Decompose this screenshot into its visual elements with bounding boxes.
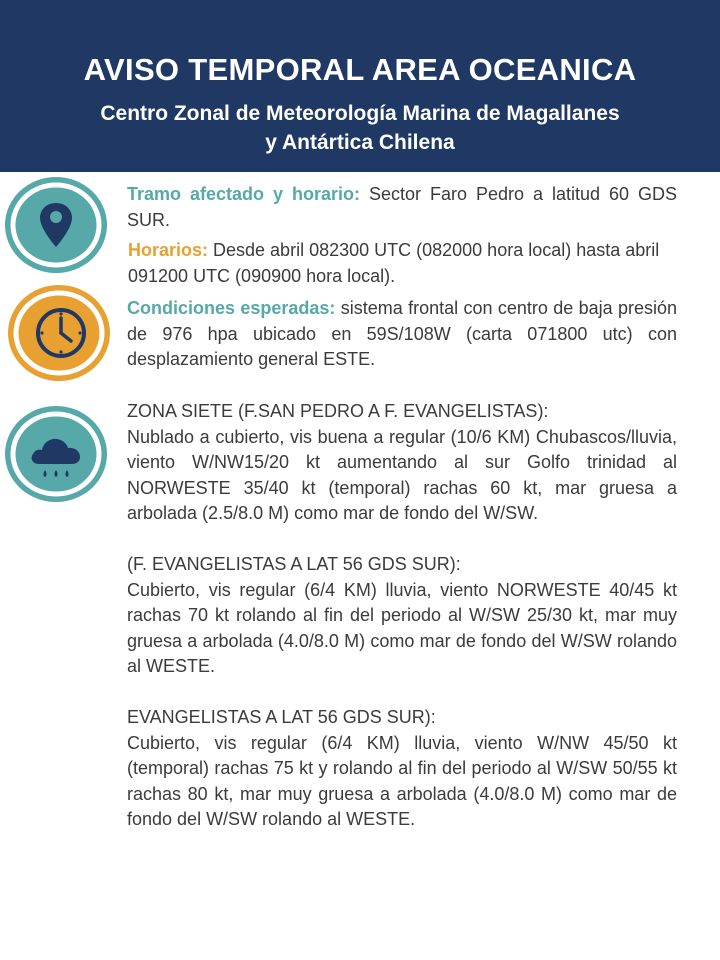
tramo-text: Sector Faro Pedro a latitud 60 GDS SUR. [127, 184, 677, 230]
subtitle-line-1: Centro Zonal de Meteorología Marina de Magallanes [100, 102, 620, 125]
subtitle-line-2: y Antártica Chilena [265, 131, 455, 154]
zone-body: Nublado a cubierto, vis buena a regular (10/6 KM) Chubascos/lluvia, viento W/NW15/20 kt aumentando al sur Golfo trinidad al NORWESTE 35/40 kt (temporal) rachas 60 kt, mar gruesa a arbolada (2.5/8.0 M) como mar de fondo del W/SW. [127, 426, 677, 523]
horarios-text: Desde abril 082300 UTC (082000 hora local) hasta abril 091200 UTC (090900 hora local). [128, 240, 660, 286]
zone-body: Cubierto, vis regular (6/4 KM) lluvia, viento NORWESTE 40/45 kt rachas 70 kt rolando al fin del periodo al W/SW 25/30 kt, mar muy gruesa a arbolada (4.0/8.0 M) como mar de fondo del W/SW rolando al WESTE. [127, 579, 677, 676]
zone-body: Cubierto, vis regular (6/4 KM) lluvia, viento W/NW 45/50 kt (temporal) rachas 75 kt y rolando al fin del periodo al W/SW 50/55 kt rachas 80 kt, mar muy gruesa a arbolada (4.0/8.0 M) como mar de fondo del W/SW rolando al WESTE. [127, 732, 677, 829]
header-banner [0, 0, 720, 172]
horarios-label: Horarios: [128, 240, 209, 260]
horarios-section [128, 238, 678, 289]
page-title: AVISO TEMPORAL AREA OCEANICA [83, 52, 637, 87]
rain-cloud-icon [5, 406, 107, 502]
condiciones-section [127, 296, 677, 373]
clock-icon [8, 285, 110, 381]
tramo-label: Tramo afectado y horario: [127, 184, 360, 204]
tramo-section [127, 182, 677, 233]
zone-spacer [127, 680, 677, 706]
location-pin-icon [5, 177, 107, 273]
zone-forecasts [127, 399, 677, 833]
condiciones-text: sistema frontal con centro de baja presión de 976 hpa ubicado en 59S/108W (carta 071800 utc) con desplazamiento general ESTE. [127, 298, 677, 369]
zone-heading: EVANGELISTAS A LAT 56 GDS SUR): [127, 707, 436, 727]
condiciones-label: Condiciones esperadas: [127, 298, 336, 318]
zone-spacer [127, 527, 677, 553]
zone-heading: ZONA SIETE (F.SAN PEDRO A F. EVANGELISTAS): [127, 401, 549, 421]
zone-heading: (F. EVANGELISTAS A LAT 56 GDS SUR): [127, 554, 461, 574]
page-subtitle [40, 99, 680, 157]
